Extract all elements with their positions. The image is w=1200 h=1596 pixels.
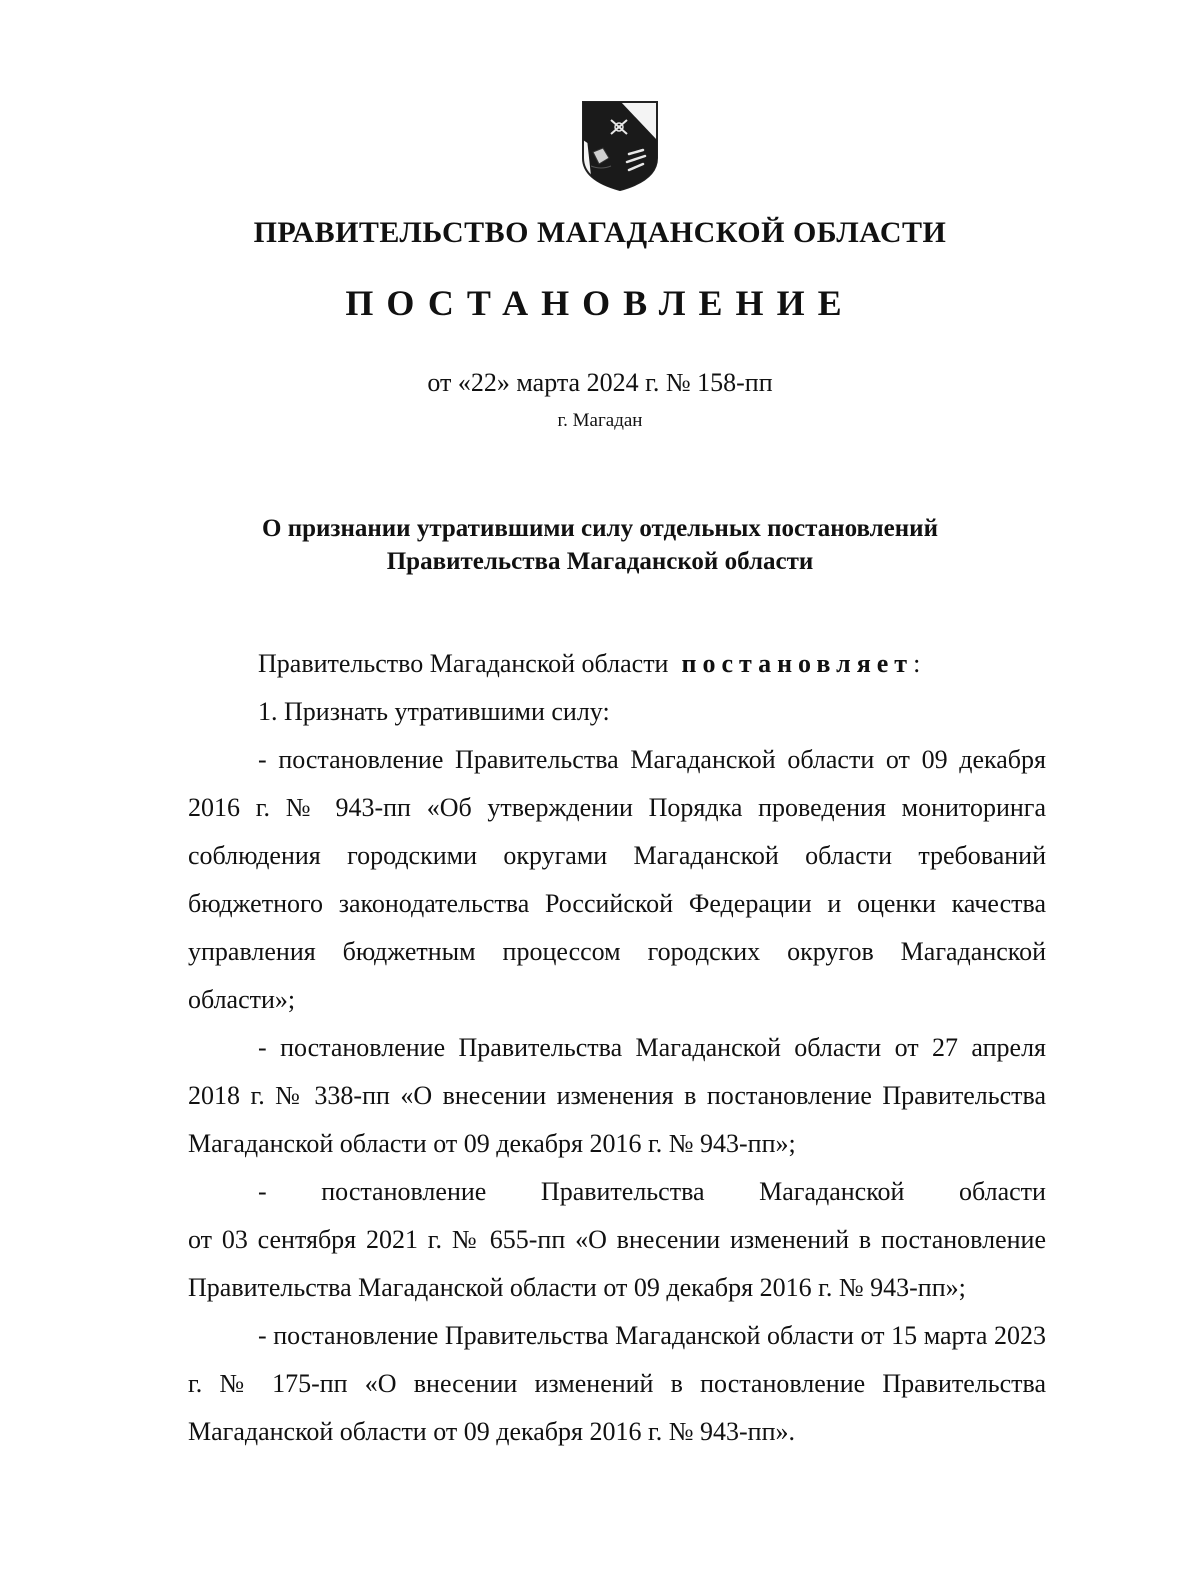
preamble-colon: : <box>913 649 921 678</box>
paragraph-4: - постановление Правительства Магаданской области от 15 марта 2023 г. № 175-пп «О внесении изменений в постановление Правительства Магаданской области от 09 декабря 2016 г. № 943-пп». <box>188 1321 1046 1446</box>
p3-word: Правительства <box>540 1177 705 1206</box>
preamble-verb: постановляет <box>681 649 914 678</box>
p3-word: области <box>959 1177 1046 1206</box>
paragraph-3-first-line <box>188 1168 1046 1216</box>
coat-of-arms-emblem <box>581 100 659 192</box>
subject-line-1: О признании утратившими силу отдельных постановлений <box>262 515 938 542</box>
city-line: г. Магадан <box>557 410 643 431</box>
p3-word: постановление <box>321 1177 487 1206</box>
p3-word: Магаданской <box>759 1177 905 1206</box>
organization-heading: ПРАВИТЕЛЬСТВО МАГАДАНСКОЙ ОБЛАСТИ <box>253 216 947 249</box>
document-subject <box>0 512 1200 578</box>
paragraph-3-rest: от 03 сентября 2021 г. № 655-пп «О внесении изменений в постановление Правительства Магаданской области от 09 декабря 2016 г. № 943-пп»; <box>188 1225 1046 1302</box>
item-1: 1. Признать утратившими силу: <box>258 697 610 726</box>
subject-line-2: Правительства Магаданской области <box>386 548 814 575</box>
preamble <box>188 640 1046 688</box>
paragraph-1: - постановление Правительства Магаданской области от 09 декабря 2016 г. № 943-пп «Об утверждении Порядка проведения мониторинга соблюдения городскими округами Магаданской области требований бюджетного законодательства Российской Федерации и оценки качества управления бюджетным процессом городских округов Магаданской области»; <box>188 745 1046 1014</box>
document-type-heading: ПОСТАНОВЛЕНИЕ <box>345 283 855 323</box>
paragraph-2: - постановление Правительства Магаданской области от 27 апреля 2018 г. № 338-пп «О внесении изменения в постановление Правительства Магаданской области от 09 декабря 2016 г. № 943-пп»; <box>188 1033 1046 1158</box>
preamble-text: Правительство Магаданской области <box>258 649 669 678</box>
document-body <box>188 640 1046 1456</box>
date-number-line: от «22» марта 2024 г. № 158-пп <box>427 368 773 397</box>
p3-word: - <box>258 1177 267 1206</box>
